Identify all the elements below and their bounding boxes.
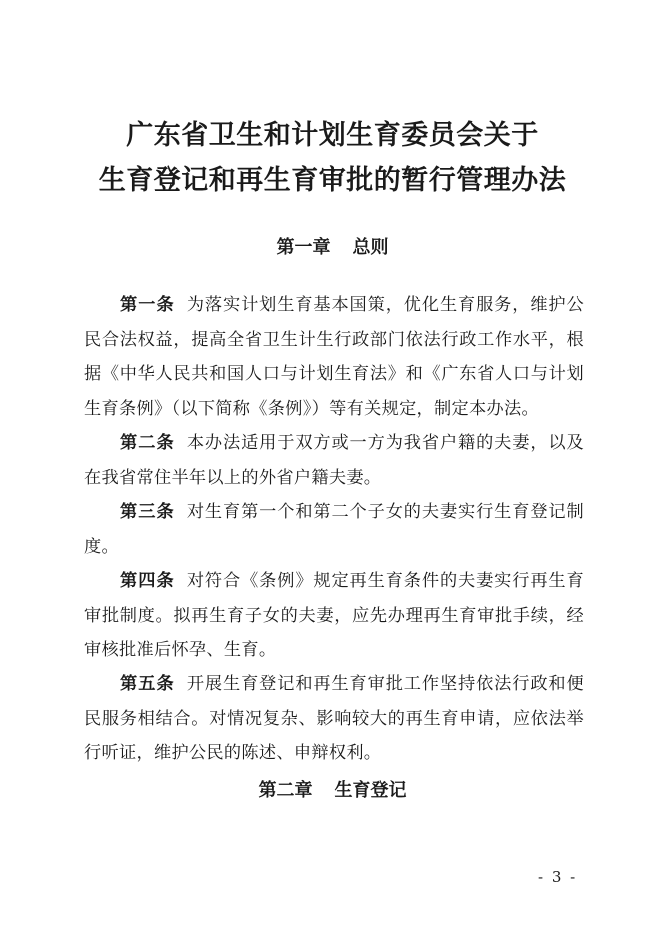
article-text: 为落实计划生育基本国策，优化生育服务，维护公民合法权益，提高全省卫生计生行政部门依法行政工作水平，根据《中华人民共和国人口与计划生育法》和《广东省人口与计划生育条例》（以下简称《条例》）等有关规定，制定本办法。: [84, 295, 584, 419]
article-1: [84, 288, 584, 426]
article-label: 第四条: [120, 571, 175, 591]
chapter-name: 生育登记: [334, 780, 407, 801]
chapter-heading-2: [0, 776, 665, 802]
article-2: [84, 426, 584, 495]
document-title-line-2: 生育登记和再生育审批的暂行管理办法: [98, 165, 567, 196]
article-text: 对生育第一个和第二个子女的夫妻实行生育登记制度。: [84, 502, 584, 557]
article-label: 第一条: [120, 295, 175, 315]
article-text: 开展生育登记和再生育审批工作坚持依法行政和便民服务相结合。对情况复杂、影响较大的再生育申请，应依法举行听证，维护公民的陈述、申辩权利。: [84, 674, 584, 763]
document-title-line-1: 广东省卫生和计划生育委员会关于: [126, 120, 539, 151]
chapter-number: 第二章: [258, 780, 313, 801]
article-label: 第二条: [120, 433, 175, 453]
chapter-name: 总则: [352, 237, 389, 258]
article-text: 本办法适用于双方或一方为我省户籍的夫妻，以及在我省常住半年以上的外省户籍夫妻。: [84, 433, 584, 488]
article-5: [84, 667, 584, 771]
chapter-number: 第一章: [276, 237, 331, 258]
article-text: 对符合《条例》规定再生育条件的夫妻实行再生育审批制度。拟再生育子女的夫妻，应先办理再生育审批手续，经审核批准后怀孕、生育。: [84, 571, 584, 660]
article-label: 第五条: [120, 674, 175, 694]
article-label: 第三条: [120, 502, 175, 522]
article-3: [84, 495, 584, 564]
article-4: [84, 564, 584, 668]
chapter-heading-1: [0, 233, 665, 259]
page-number: - 3 -: [538, 868, 578, 886]
